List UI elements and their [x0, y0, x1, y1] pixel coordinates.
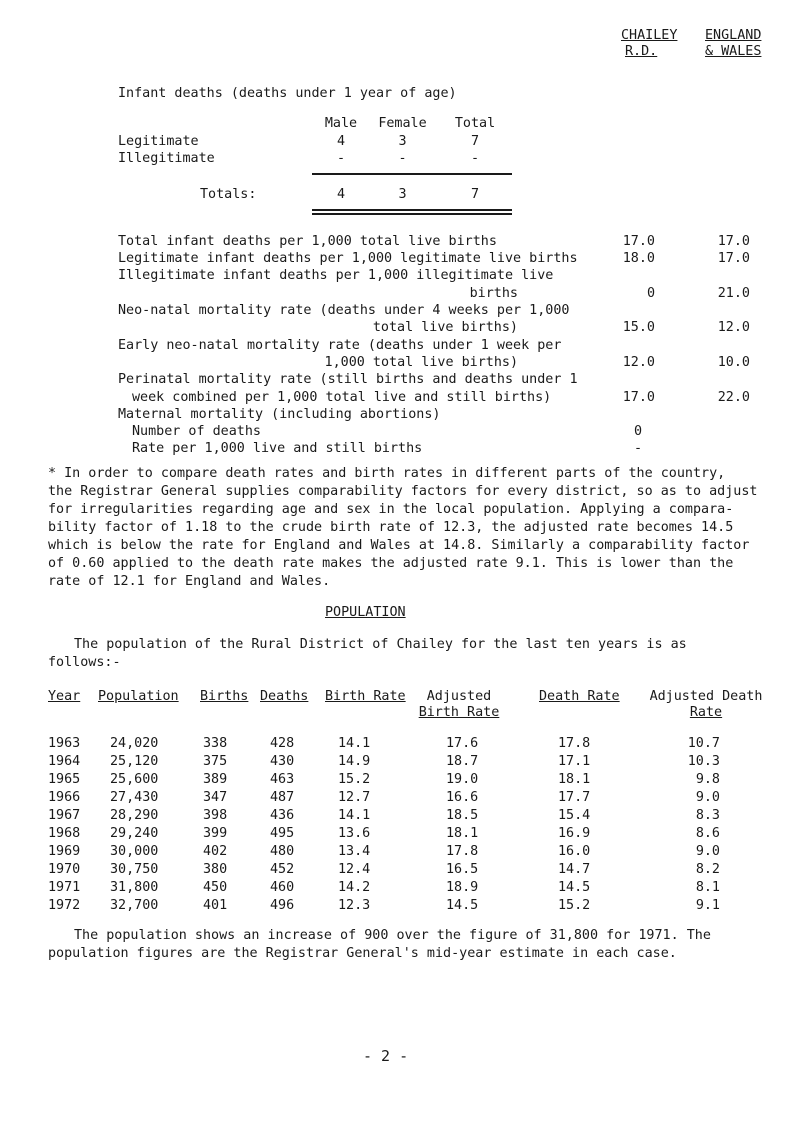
cell-adj-death-rate: 10.3	[687, 754, 720, 769]
totals-label: Totals:	[200, 187, 257, 202]
col-head-total: Total	[454, 116, 496, 131]
rate-label-perinatal-2: week combined per 1,000 total live and still births)	[132, 390, 552, 405]
cell-population: 30,000	[110, 844, 159, 859]
population-footer-line: population figures are the Registrar General's mid-year estimate in each case.	[48, 946, 677, 961]
cell-year: 1964	[48, 754, 81, 769]
col-head-male: Male	[324, 116, 358, 131]
cell-births: 401	[203, 898, 228, 913]
cell-death-rate: 15.2	[558, 898, 591, 913]
population-footer-line: The population shows an increase of 900 over the figure of 31,800 for 1971. The	[74, 928, 711, 943]
cell-deaths: 495	[270, 826, 295, 841]
rate-england-early-neonatal: 10.0	[717, 355, 750, 370]
cell-adj-death-rate: 8.1	[695, 880, 720, 895]
cell-year: 1965	[48, 772, 81, 787]
cell-population: 31,800	[110, 880, 159, 895]
illegit-female: -	[398, 151, 407, 166]
rate-chailey-illegit-infant: 0	[646, 286, 655, 301]
cell-adj-birth-rate: 18.9	[446, 880, 479, 895]
legit-male: 4	[336, 134, 346, 149]
cell-death-rate: 16.9	[558, 826, 591, 841]
col-birth-rate: Birth Rate	[325, 689, 406, 704]
cell-population: 28,290	[110, 808, 159, 823]
col-death-rate: Death Rate	[539, 689, 620, 704]
totals-double-rule-2	[312, 213, 512, 215]
col-adjusted: Adjusted	[426, 689, 492, 704]
cell-adj-birth-rate: 17.6	[446, 736, 479, 751]
population-intro-line: The population of the Rural District of Chailey for the last ten years is as	[74, 637, 687, 652]
cell-adj-birth-rate: 18.7	[446, 754, 479, 769]
col-births: Births	[200, 689, 249, 704]
col-adjusted-birth-rate: Birth Rate	[418, 705, 500, 720]
cell-births: 347	[203, 790, 228, 805]
rate-label-maternal-rate: Rate per 1,000 live and still births	[132, 441, 423, 456]
cell-deaths: 436	[270, 808, 295, 823]
cell-population: 24,020	[110, 736, 159, 751]
col-deaths: Deaths	[260, 689, 309, 704]
illegit-total: -	[470, 151, 480, 166]
cell-births: 380	[203, 862, 228, 877]
legit-total: 7	[470, 134, 480, 149]
note-line: the Registrar General supplies comparability factors for every district, so as to adjust	[48, 484, 758, 499]
cell-year: 1969	[48, 844, 81, 859]
cell-deaths: 487	[270, 790, 295, 805]
cell-death-rate: 16.0	[558, 844, 591, 859]
rate-label-neonatal: Neo-natal mortality rate (deaths under 4 weeks per 1,000	[118, 303, 570, 318]
rate-label-maternal-number: Number of deaths	[132, 424, 261, 439]
rate-chailey-neonatal: 15.0	[622, 320, 655, 335]
col-adjusted-death: Adjusted Death	[649, 689, 763, 704]
cell-birth-rate: 14.1	[338, 808, 371, 823]
note-line: which is below the rate for England and Wales at 14.8. Similarly a comparability factor	[48, 538, 750, 553]
cell-year: 1968	[48, 826, 81, 841]
cell-population: 30,750	[110, 862, 159, 877]
totals-top-rule	[312, 173, 512, 175]
cell-birth-rate: 15.2	[338, 772, 371, 787]
cell-births: 338	[203, 736, 228, 751]
cell-adj-death-rate: 8.2	[695, 862, 720, 877]
note-line: * In order to compare death rates and birth rates in different parts of the country,	[48, 466, 726, 481]
totals-male: 4	[336, 187, 346, 202]
rate-label-illegit-infant-2: births	[469, 286, 518, 301]
rate-label-maternal: Maternal mortality (including abortions)	[118, 407, 441, 422]
cell-adj-death-rate: 9.0	[695, 844, 720, 859]
chailey-header: CHAILEY	[621, 28, 678, 43]
cell-adj-birth-rate: 17.8	[446, 844, 479, 859]
cell-deaths: 452	[270, 862, 295, 877]
cell-deaths: 460	[270, 880, 295, 895]
legit-female: 3	[398, 134, 407, 149]
cell-adj-birth-rate: 16.6	[446, 790, 479, 805]
totals-female: 3	[398, 187, 407, 202]
rate-label-early-neonatal-2: 1,000 total live births)	[324, 355, 518, 370]
rate-label-illegit-infant: Illegitimate infant deaths per 1,000 illegitimate live	[118, 268, 554, 283]
rate-chailey-maternal-rate: -	[634, 441, 643, 456]
cell-death-rate: 17.8	[558, 736, 591, 751]
rate-england-perinatal: 22.0	[717, 390, 750, 405]
cell-adj-death-rate: 8.3	[695, 808, 720, 823]
cell-adj-birth-rate: 18.1	[446, 826, 479, 841]
rate-label-legit-infant: Legitimate infant deaths per 1,000 legitimate live births	[118, 251, 578, 266]
cell-population: 25,600	[110, 772, 159, 787]
cell-birth-rate: 13.4	[338, 844, 371, 859]
cell-birth-rate: 14.1	[338, 736, 371, 751]
cell-death-rate: 17.7	[558, 790, 591, 805]
cell-deaths: 463	[270, 772, 295, 787]
note-line: of 0.60 applied to the death rate makes the adjusted rate 9.1. This is lower than the	[48, 556, 734, 571]
rate-chailey-maternal-number: 0	[634, 424, 643, 439]
infant-deaths-title: Infant deaths (deaths under 1 year of age)	[118, 86, 457, 101]
england-wales-header: & WALES	[705, 44, 762, 59]
cell-year: 1966	[48, 790, 81, 805]
cell-year: 1970	[48, 862, 81, 877]
rate-label-total-infant: Total infant deaths per 1,000 total live births	[118, 234, 497, 249]
cell-birth-rate: 12.3	[338, 898, 371, 913]
cell-adj-death-rate: 10.7	[687, 736, 720, 751]
illegit-male: -	[336, 151, 346, 166]
rate-label-perinatal: Perinatal mortality rate (still births and deaths under 1	[118, 372, 578, 387]
cell-deaths: 430	[270, 754, 295, 769]
population-intro-line: follows:-	[48, 655, 121, 670]
cell-birth-rate: 13.6	[338, 826, 371, 841]
cell-adj-death-rate: 8.6	[695, 826, 720, 841]
rate-england-illegit-infant: 21.0	[717, 286, 750, 301]
cell-death-rate: 14.5	[558, 880, 591, 895]
note-line: bility factor of 1.18 to the crude birth rate of 12.3, the adjusted rate becomes 14.5	[48, 520, 734, 535]
rate-label-neonatal-2: total live births)	[372, 320, 518, 335]
rate-chailey-legit-infant: 18.0	[622, 251, 655, 266]
totals-double-rule-1	[312, 209, 512, 211]
rate-chailey-perinatal: 17.0	[622, 390, 655, 405]
rate-chailey-total-infant: 17.0	[622, 234, 655, 249]
rate-chailey-early-neonatal: 12.0	[622, 355, 655, 370]
chailey-rd-header: R.D.	[625, 44, 658, 59]
cell-birth-rate: 12.4	[338, 862, 371, 877]
cell-year: 1963	[48, 736, 81, 751]
cell-birth-rate: 12.7	[338, 790, 371, 805]
rate-england-legit-infant: 17.0	[717, 251, 750, 266]
rate-england-neonatal: 12.0	[717, 320, 750, 335]
cell-births: 450	[203, 880, 228, 895]
cell-death-rate: 15.4	[558, 808, 591, 823]
cell-deaths: 480	[270, 844, 295, 859]
cell-adj-birth-rate: 14.5	[446, 898, 479, 913]
population-heading: POPULATION	[325, 605, 406, 620]
cell-birth-rate: 14.9	[338, 754, 371, 769]
england-header: ENGLAND	[705, 28, 762, 43]
cell-population: 27,430	[110, 790, 159, 805]
page-number: - 2 -	[363, 1047, 409, 1065]
cell-population: 29,240	[110, 826, 159, 841]
cell-adj-birth-rate: 18.5	[446, 808, 479, 823]
cell-adj-birth-rate: 19.0	[446, 772, 479, 787]
row-label-legitimate: Legitimate	[118, 134, 199, 149]
cell-births: 398	[203, 808, 228, 823]
cell-death-rate: 14.7	[558, 862, 591, 877]
rate-label-early-neonatal: Early neo-natal mortality rate (deaths under 1 week per	[118, 338, 562, 353]
note-line: for irregularities regarding age and sex in the local population. Applying a compara-	[48, 502, 734, 517]
row-label-illegitimate: Illegitimate	[118, 151, 215, 166]
cell-births: 389	[203, 772, 228, 787]
cell-births: 402	[203, 844, 228, 859]
cell-year: 1972	[48, 898, 81, 913]
cell-adj-death-rate: 9.0	[695, 790, 720, 805]
cell-death-rate: 18.1	[558, 772, 591, 787]
cell-year: 1971	[48, 880, 81, 895]
totals-total: 7	[470, 187, 480, 202]
cell-births: 375	[203, 754, 228, 769]
cell-adj-birth-rate: 16.5	[446, 862, 479, 877]
cell-deaths: 496	[270, 898, 295, 913]
cell-birth-rate: 14.2	[338, 880, 371, 895]
cell-year: 1967	[48, 808, 81, 823]
cell-population: 32,700	[110, 898, 159, 913]
rate-england-total-infant: 17.0	[717, 234, 750, 249]
cell-deaths: 428	[270, 736, 295, 751]
cell-population: 25,120	[110, 754, 159, 769]
col-year: Year	[48, 689, 81, 704]
col-adjusted-death-rate: Rate	[689, 705, 723, 720]
cell-death-rate: 17.1	[558, 754, 591, 769]
cell-adj-death-rate: 9.8	[695, 772, 720, 787]
col-head-female: Female	[378, 116, 427, 131]
col-population: Population	[98, 689, 179, 704]
cell-adj-death-rate: 9.1	[695, 898, 720, 913]
cell-births: 399	[203, 826, 228, 841]
note-line: rate of 12.1 for England and Wales.	[48, 574, 331, 589]
